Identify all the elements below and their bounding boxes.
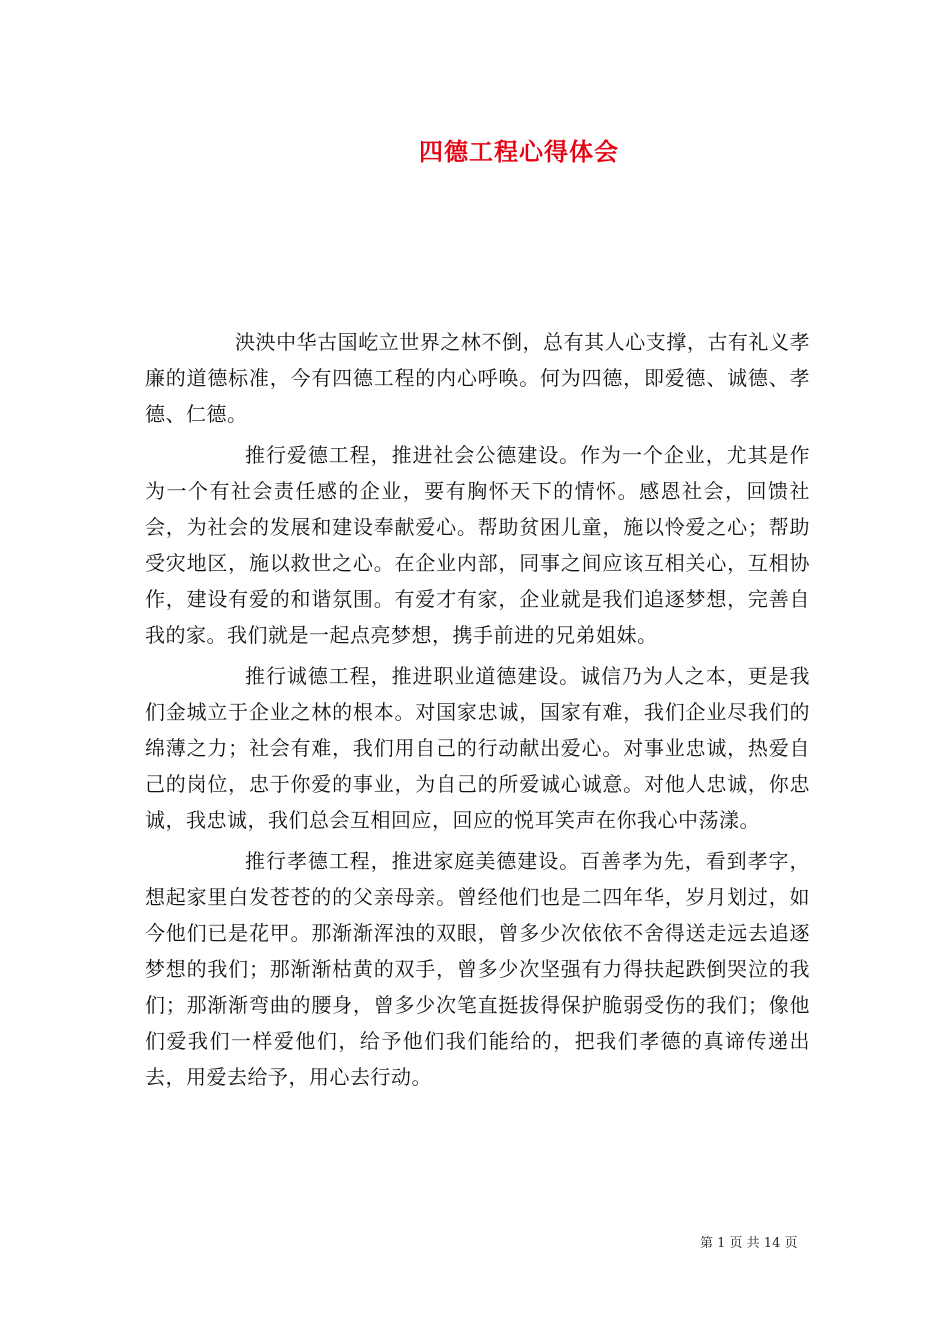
paragraph-love-virtue: 推行爱德工程，推进社会公德建设。作为一个企业，尤其是作为一个有社会责任感的企业，要有胸怀天下的情怀。感恩社会，回馈社会，为社会的发展和建设奉献爱心。帮助贫困儿童，施以怜爱之心；帮助受灾地区，施以救世之心。在企业内部，同事之间应该互相关心，互相协作，建设有爱的和谐氛围。有爱才有家，企业就是我们追逐梦想，完善自我的家。我们就是一起点亮梦想，携手前进的兄弟姐妹。	[145, 443, 810, 647]
page-number: 第 1 页 共 14 页	[700, 1236, 798, 1251]
paragraph-honesty-virtue: 推行诚德工程，推进职业道德建设。诚信乃为人之本，更是我们金城立于企业之林的根本。对国家忠诚，国家有难，我们企业尽我们的绵薄之力；社会有难，我们用自己的行动献出爱心。对事业忠诚，热爱自己的岗位，忠于你爱的事业，为自己的所爱诚心诚意。对他人忠诚，你忠诚，我忠诚，我们总会互相回应，回应的悦耳笑声在你我心中荡漾。	[145, 664, 810, 832]
paragraph-intro: 泱泱中华古国屹立世界之林不倒，总有其人心支撑，古有礼义孝廉的道德标准，今有四德工程的内心呼唤。何为四德，即爱德、诚德、孝德、仁德。	[145, 330, 810, 426]
document-body	[145, 324, 810, 1100]
paragraph-filial-virtue: 推行孝德工程，推进家庭美德建设。百善孝为先，看到孝字，想起家里白发苍苍的的父亲母亲。曾经他们也是二四年华，岁月划过，如今他们已是花甲。那渐渐浑浊的双眼，曾多少次依依不舍得送走远去追逐梦想的我们；那渐渐枯黄的双手，曾多少次坚强有力得扶起跌倒哭泣的我们；那渐渐弯曲的腰身，曾多少次笔直挺拔得保护脆弱受伤的我们；像他们爱我们一样爱他们，给予他们我们能给的，把我们孝德的真谛传递出去，用爱去给予，用心去行动。	[145, 849, 810, 1089]
document-title: 四德工程心得体会	[419, 137, 619, 166]
